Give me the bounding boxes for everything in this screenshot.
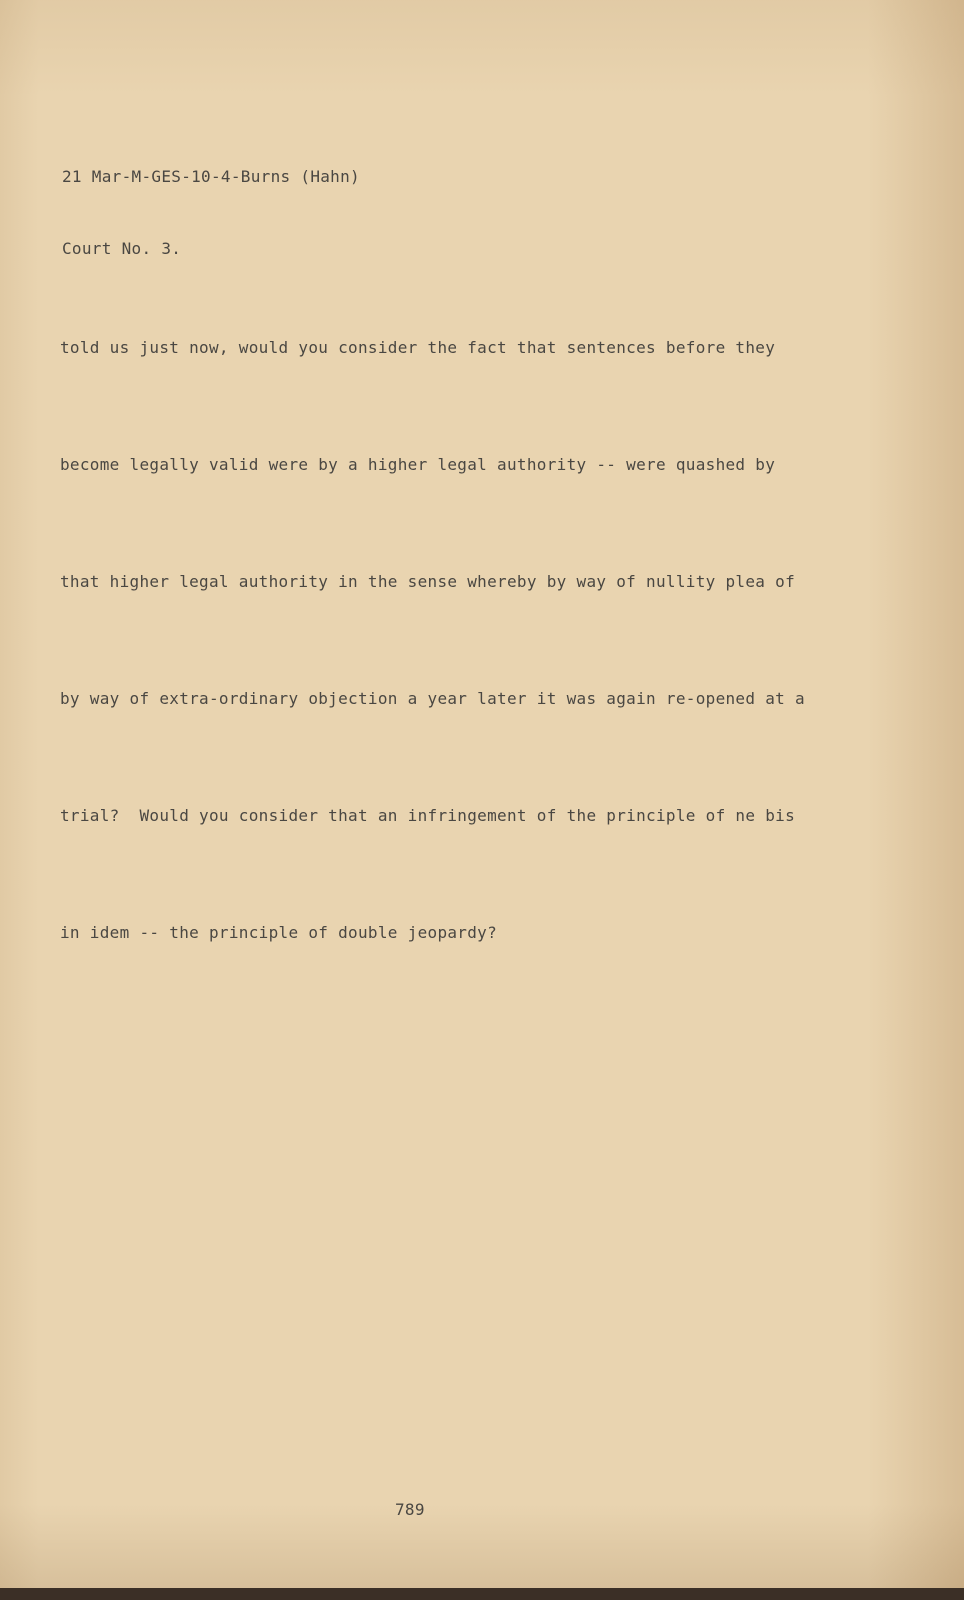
header-line-court: Court No. 3. (62, 239, 182, 258)
body-line: in idem -- the principle of double jeopardy? (60, 923, 498, 942)
body-line: by way of extra-ordinary objection a year later it was again re-opened at a (60, 689, 805, 708)
body-line: trial? Would you consider that an infringement of the principle of ne bis (60, 806, 796, 825)
page-number: 789 (395, 1500, 425, 1519)
scan-bottom-edge (0, 1588, 964, 1600)
body-line: that higher legal authority in the sense whereby by way of nullity plea of (60, 572, 796, 591)
body-line: told us just now, would you consider the fact that sentences before they (60, 338, 776, 357)
body-line: become legally valid were by a higher legal authority -- were quashed by (60, 455, 776, 474)
header-line-docket: 21 Mar-M-GES-10-4-Burns (Hahn) (62, 167, 360, 186)
transcript-body (60, 250, 840, 1030)
